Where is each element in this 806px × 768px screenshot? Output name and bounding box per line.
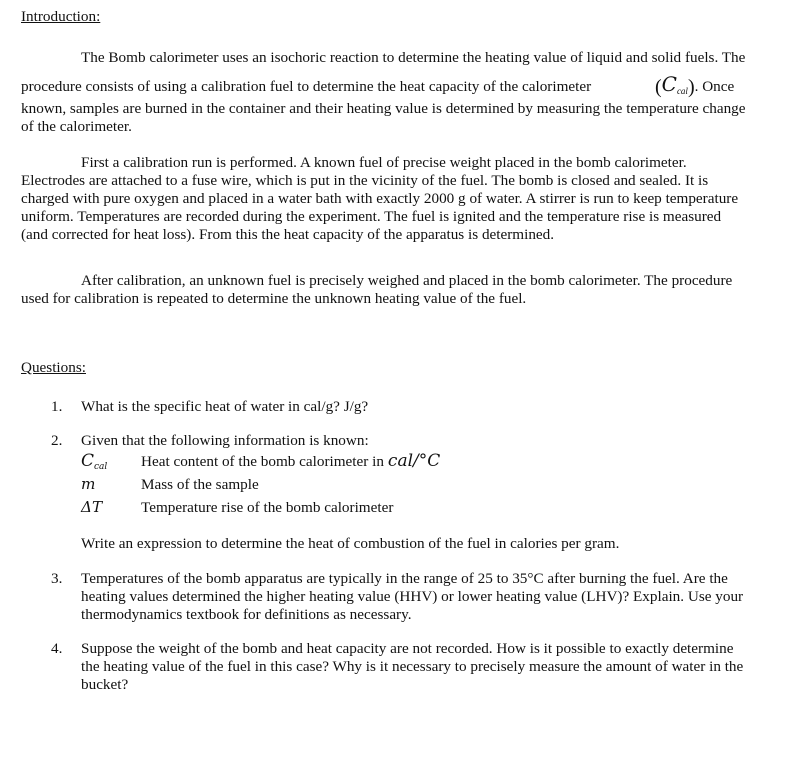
intro-paragraph-1 — [21, 49, 751, 136]
question-number: 3. — [51, 570, 63, 587]
intro-p2-text: First a calibration run is performed. A known fuel of precise weight placed in the bomb calorimeter. Electrodes are attached to a fuse wire, which is put in the vicinity of the fuel. The bomb is closed and sealed. It is charged with pure oxygen and placed in a water bath with exactly 2000 g of water. A stirrer is run to keep temperature uniform. Temperatures are recorded during the experiment. The fuel is ignited and the temperature rise is measured (and corrected for heat loss). From this the heat capacity of the apparatus is determined. — [21, 154, 739, 243]
question-4 — [21, 640, 746, 694]
question-text: What is the specific heat of water in cal/g? J/g? — [81, 398, 369, 415]
question-number: 4. — [51, 640, 63, 657]
variable-description: Temperature rise of the bomb calorimeter — [141, 499, 394, 516]
question-2 — [21, 432, 791, 553]
question-number: 1. — [51, 398, 63, 415]
c-cal-symbol: $(C_{cal})$ — [654, 72, 695, 98]
intro-p3-text: After calibration, an unknown fuel is precisely weighed and placed in the bomb calorimeter. The procedure used for calibration is repeated to determine the unknown heating value of the fuel. — [21, 272, 733, 307]
variable-unit: cal/°C — [387, 451, 441, 471]
variable-symbol: ΔT — [81, 498, 103, 516]
questions-list — [21, 398, 791, 694]
question-1 — [21, 398, 791, 416]
question-2-ask: Write an expression to determine the heat of combustion of the fuel in calories per gram. — [81, 535, 620, 552]
intro-paragraph-3 — [21, 272, 743, 308]
questions-heading: Questions: — [21, 359, 86, 376]
introduction-heading: Introduction: — [21, 8, 101, 25]
variable-description: Mass of the sample — [141, 476, 259, 493]
intro-p1-text-b: . Once known, samples are burned in the container and their heating value is determined by measuring the temperature change of the calorimeter. — [21, 78, 746, 135]
known-row-delta-t — [81, 498, 791, 521]
known-row-c-cal — [81, 452, 791, 475]
variable-symbol: $C_{cal}$ — [81, 451, 108, 472]
question-text: Suppose the weight of the bomb and heat capacity are not recorded. How is it possible to exactly determine the heating value of the fuel in this case? Why is it necessary to precisely measure the amount of water in the bucket? — [81, 640, 744, 693]
known-variables-table — [81, 452, 791, 521]
question-3 — [21, 570, 746, 624]
variable-description: Heat content of the bomb calorimeter in — [141, 453, 384, 470]
known-row-m — [81, 475, 791, 498]
question-number: 2. — [51, 432, 63, 449]
intro-p1-text-a: The Bomb calorimeter uses an isochoric reaction to determine the heating value of liquid and solid fuels. The procedure consists of using a calibration fuel to determine the heat capacity of the calorimeter — [21, 49, 746, 95]
variable-symbol: m — [81, 475, 96, 493]
question-text: Given that the following information is known: — [81, 432, 369, 449]
intro-paragraph-2 — [21, 154, 743, 244]
document-page — [21, 8, 791, 694]
question-text: Temperatures of the bomb apparatus are typically in the range of 25 to 35°C after burning the fuel. Are the heating values determined the higher heating value (HHV) or lower heating value (LHV)? Explain. Use your thermodynamics textbook for definitions as necessary. — [81, 570, 744, 623]
